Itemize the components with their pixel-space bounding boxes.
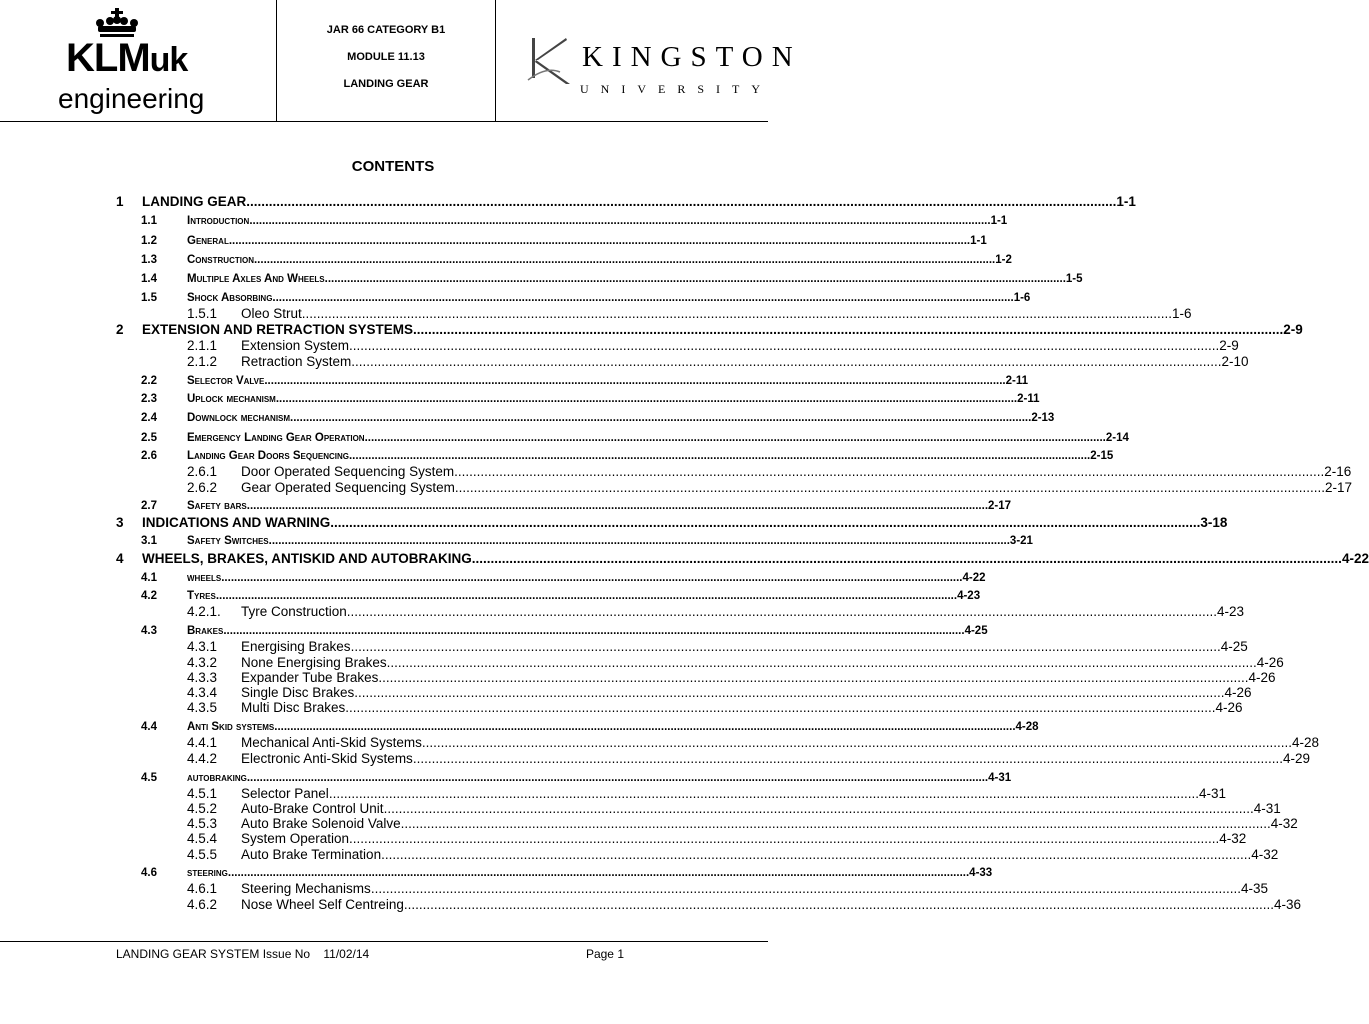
- toc-entry-number: 4.3.3: [187, 670, 218, 685]
- toc-entry: [187, 464, 1352, 480]
- toc-entry-number: 4: [116, 551, 124, 566]
- toc-entry-number: 4.5.2: [187, 801, 218, 816]
- kingston-subtitle: UNIVERSITY: [580, 82, 772, 96]
- page-header: [0, 0, 802, 122]
- toc-entry-body: [187, 770, 1012, 786]
- toc-entry-body: [187, 252, 1012, 268]
- toc-entry-body: [241, 670, 1276, 686]
- toc-entry-title: Safety Switches: [187, 535, 269, 547]
- toc-entry-page: 4-31: [1198, 786, 1227, 801]
- toc-leader-dots: [347, 604, 1217, 620]
- toc-entry-body: [187, 373, 1029, 389]
- course-line-subject: LANDING GEAR: [343, 78, 429, 90]
- toc-entry-page: 4-35: [1240, 881, 1269, 896]
- toc-entry-body: [241, 786, 1227, 802]
- toc-entry-title: Selector Panel: [241, 786, 329, 801]
- toc-entry-page: 3-21: [1009, 535, 1033, 547]
- toc-entry-page: 4-26: [1256, 655, 1284, 670]
- toc-entry-number: 4.4: [141, 721, 157, 733]
- toc-entry-page: 4-28: [1292, 735, 1320, 750]
- toc-entry-number: 4.3.5: [187, 700, 218, 715]
- toc-leader-dots: [216, 588, 957, 604]
- toc-entry-page: 2-10: [1221, 354, 1249, 369]
- toc-entry-page: 1-2: [995, 254, 1012, 266]
- toc-leader-dots: [351, 639, 1221, 655]
- toc-entry-number: 2.3: [141, 393, 157, 405]
- toc-entry: [187, 655, 1284, 671]
- toc-leader-dots: [349, 831, 1219, 847]
- toc-entry-body: [241, 735, 1320, 751]
- toc-entry-title: Auto-Brake Control Unit: [241, 801, 384, 816]
- toc-entry-number: 1.5: [141, 292, 157, 304]
- toc-entry-body: [241, 881, 1269, 897]
- toc-entry-body: [187, 498, 1012, 514]
- toc-entry-body: [187, 410, 1055, 426]
- toc-entry: [141, 570, 986, 586]
- kingston-k-icon: [526, 36, 572, 86]
- toc-entry: [187, 338, 1239, 354]
- toc-entry-number: 2.6: [141, 450, 157, 462]
- toc-entry-page: 2-9: [1219, 338, 1239, 353]
- toc-entry: [116, 321, 1303, 339]
- toc-entry-number: 4.3: [141, 625, 157, 637]
- toc-entry-number: 2.7: [141, 500, 157, 512]
- toc-leader-dots: [264, 373, 1005, 389]
- toc-entry-number: 2.4: [141, 412, 157, 424]
- kingston-logo-cell: [496, 0, 802, 121]
- toc-entry-page: 2-14: [1105, 432, 1129, 444]
- toc-entry-body: [241, 816, 1298, 832]
- toc-entry-title: Brakes: [187, 625, 224, 637]
- toc-entry: [141, 623, 988, 639]
- toc-entry-title: Shock Absorbing: [187, 292, 273, 304]
- toc-entry-title: wheels: [187, 572, 222, 584]
- toc-entry-title: Selector Valve: [187, 375, 265, 387]
- toc-entry-page: 4-26: [1215, 700, 1243, 715]
- toc-entry-title: steering: [187, 867, 228, 879]
- toc-entry-body: [241, 306, 1192, 322]
- toc-entry: [187, 639, 1248, 655]
- toc-entry-body: [241, 831, 1247, 847]
- toc-entry: [187, 480, 1353, 496]
- toc-entry-title: Tyres: [187, 590, 216, 602]
- toc-entry-page: 4-31: [988, 772, 1012, 784]
- toc-entry-number: 2.1.2: [187, 354, 218, 369]
- toc-entry-page: 4-33: [969, 867, 993, 879]
- toc-leader-dots: [246, 193, 1116, 211]
- toc-entry-page: 3-18: [1200, 515, 1228, 530]
- toc-entry-title: Mechanical Anti-Skid Systems: [241, 735, 422, 750]
- toc-entry-body: [241, 700, 1243, 716]
- toc-entry: [141, 448, 1114, 464]
- toc-entry-body: [241, 338, 1239, 354]
- toc-entry-title: Uplock mechanism: [187, 393, 276, 405]
- toc-entry-body: [241, 751, 1311, 767]
- toc-entry-number: 4.5.3: [187, 816, 218, 831]
- toc-entry: [187, 786, 1227, 802]
- toc-leader-dots: [302, 306, 1172, 322]
- toc-entry-page: 1-1: [970, 235, 987, 247]
- toc-entry-title: Anti Skid systems: [187, 721, 275, 733]
- klm-brand: KLM: [66, 36, 150, 80]
- toc-entry-title: INDICATIONS AND WARNING: [142, 515, 331, 530]
- toc-entry-page: 1-6: [1171, 306, 1192, 321]
- klm-logo-cell: [0, 0, 277, 121]
- toc-entry: [141, 410, 1055, 426]
- toc-entry-number: 4.5.1: [187, 786, 218, 801]
- toc-entry-title: Steering Mechanisms: [241, 881, 371, 896]
- toc-entry-body: [187, 213, 1008, 229]
- toc-entry-title: Nose Wheel Self Centreing: [241, 897, 404, 912]
- toc-entry-page: 1-6: [1013, 292, 1031, 304]
- toc-entry-body: [241, 354, 1249, 370]
- toc-leader-dots: [365, 430, 1106, 446]
- toc-leader-dots: [413, 751, 1283, 767]
- toc-entry-number: 1.5.1: [187, 306, 218, 321]
- toc-entry-body: [241, 897, 1302, 913]
- toc-entry-number: 2.1.1: [187, 338, 218, 353]
- toc-entry: [187, 354, 1249, 370]
- toc-entry-body: [187, 719, 1039, 735]
- toc-entry-title: Downlock mechanism: [187, 412, 291, 424]
- toc-entry: [141, 391, 1040, 407]
- toc-entry-title: autobraking: [187, 772, 247, 784]
- toc-entry-title: EXTENSION AND RETRACTION SYSTEMS: [142, 322, 414, 337]
- toc-entry: [141, 770, 1012, 786]
- toc-entry: [141, 588, 981, 604]
- toc-entry-number: 4.5.5: [187, 847, 218, 862]
- toc-entry-title: Extension System: [241, 338, 350, 353]
- toc-leader-dots: [455, 480, 1325, 496]
- toc-leader-dots: [249, 213, 990, 229]
- toc-entry-number: 4.1: [141, 572, 157, 584]
- toc-leader-dots: [223, 623, 964, 639]
- toc-entry-title: Multiple Axles And Wheels: [187, 273, 325, 285]
- toc-leader-dots: [272, 290, 1013, 306]
- toc-entry-title: Introduction: [187, 215, 250, 227]
- toc-entry-page: 2-11: [1005, 375, 1029, 387]
- toc-entry-number: 4.3.4: [187, 685, 218, 700]
- toc-entry-number: 2.6.2: [187, 480, 218, 495]
- toc-leader-dots: [221, 570, 962, 586]
- toc-entry: [141, 290, 1031, 306]
- toc-entry-title: Auto Brake Solenoid Valve: [241, 816, 401, 831]
- toc-entry-title: Construction: [187, 254, 254, 266]
- toc-entry-page: 2-13: [1031, 412, 1055, 424]
- toc-leader-dots: [381, 847, 1251, 863]
- toc-entry-body: [241, 464, 1352, 480]
- toc-entry-body: [241, 639, 1248, 655]
- toc-leader-dots: [276, 391, 1017, 407]
- toc-entry-body: [187, 533, 1033, 549]
- toc-leader-dots: [422, 735, 1292, 751]
- toc-entry-title: Single Disc Brakes: [241, 685, 355, 700]
- toc-entry-body: [187, 290, 1031, 306]
- toc-entry-number: 1.3: [141, 254, 157, 266]
- toc-entry-page: 2-17: [988, 500, 1012, 512]
- toc-entry: [187, 847, 1279, 863]
- toc-leader-dots: [454, 464, 1324, 480]
- toc-entry: [141, 498, 1012, 514]
- toc-entry-number: 1.4: [141, 273, 157, 285]
- toc-entry-page: 4-23: [957, 590, 981, 602]
- toc-entry-body: [187, 623, 988, 639]
- toc-entry-title: General: [187, 235, 229, 247]
- klm-suffix: uk: [149, 41, 188, 79]
- toc-entry-body: [187, 865, 993, 881]
- toc-leader-dots: [247, 770, 988, 786]
- toc-entry: [187, 831, 1247, 847]
- toc-entry: [187, 801, 1281, 817]
- toc-entry-page: 4-32: [1251, 847, 1279, 862]
- toc-leader-dots: [274, 719, 1015, 735]
- footer-issue: LANDING GEAR SYSTEM Issue No 11/02/14: [116, 947, 370, 961]
- toc-entry-number: 4.5: [141, 772, 157, 784]
- toc-entry-number: 2.5: [141, 432, 157, 444]
- toc-entry-body: [241, 655, 1284, 671]
- toc-leader-dots: [247, 498, 988, 514]
- toc-entry-number: 4.4.1: [187, 735, 218, 750]
- toc-entry-title: Expander Tube Brakes: [241, 670, 379, 685]
- toc-entry: [141, 373, 1029, 389]
- toc-entry: [187, 604, 1244, 620]
- toc-entry-title: System Operation: [241, 831, 350, 846]
- kingston-name: KINGSTON: [582, 41, 802, 73]
- toc-entry: [141, 865, 993, 881]
- toc-leader-dots: [269, 533, 1010, 549]
- toc-entry-page: 2-9: [1283, 322, 1303, 337]
- toc-entry-page: 4-23: [1216, 604, 1244, 619]
- toc-leader-dots: [228, 865, 969, 881]
- toc-leader-dots: [384, 801, 1254, 817]
- toc-entry-number: 1.1: [141, 215, 157, 227]
- toc-entry-number: 1.2: [141, 235, 157, 247]
- toc-entry: [187, 670, 1276, 686]
- toc-entry: [141, 533, 1033, 549]
- toc-leader-dots: [349, 448, 1090, 464]
- toc-entry-body: [187, 271, 1083, 287]
- toc-leader-dots: [401, 816, 1271, 832]
- toc-entry-number: 3: [116, 515, 124, 530]
- klm-subtitle: engineering: [58, 83, 205, 114]
- toc-entry: [141, 430, 1129, 446]
- toc-entry-page: 1-5: [1065, 273, 1083, 285]
- toc-entry-title: Multi Disc Brakes: [241, 700, 346, 715]
- toc-entry-page: 4-25: [964, 625, 988, 637]
- toc-entry-body: [241, 685, 1252, 701]
- toc-leader-dots: [329, 786, 1199, 802]
- toc-leader-dots: [404, 897, 1274, 913]
- toc-entry-page: 2-16: [1324, 464, 1352, 479]
- toc-entry-title: Door Operated Sequencing System: [241, 464, 455, 479]
- contents-title: CONTENTS: [351, 158, 435, 175]
- toc-entry-number: 2.6.1: [187, 464, 218, 479]
- toc-leader-dots: [330, 514, 1200, 532]
- toc-entry-number: 2: [116, 322, 124, 337]
- toc-entry: [116, 550, 1369, 568]
- toc-entry: [187, 306, 1192, 322]
- toc-entry: [187, 685, 1252, 701]
- toc-entry: [187, 897, 1302, 913]
- toc-entry: [187, 735, 1320, 751]
- toc-entry: [141, 719, 1039, 735]
- toc-entry-body: [142, 514, 1228, 532]
- toc-entry-number: 4.2.1.: [187, 604, 221, 619]
- toc-entry-page: 1-1: [990, 215, 1008, 227]
- toc-leader-dots: [351, 354, 1221, 370]
- toc-entry-page: 4-26: [1224, 685, 1252, 700]
- toc-entry-page: 4-28: [1015, 721, 1039, 733]
- toc-entry-title: Retraction System: [241, 354, 352, 369]
- footer-page-number: Page 1: [585, 947, 624, 961]
- toc-entry-title: None Energising Brakes: [241, 655, 387, 670]
- toc-leader-dots: [413, 321, 1283, 339]
- toc-entry-page: 4-26: [1248, 670, 1276, 685]
- toc-entry-title: LANDING GEAR: [142, 194, 247, 209]
- toc-entry-title: Tyre Construction: [241, 604, 347, 619]
- toc-entry: [187, 881, 1269, 897]
- toc-entry-body: [241, 604, 1244, 620]
- toc-entry-title: WHEELS, BRAKES, ANTISKID AND AUTOBRAKING: [142, 551, 472, 566]
- course-line-module: MODULE 11.13: [347, 51, 425, 63]
- toc-entry-body: [187, 448, 1114, 464]
- toc-entry-title: Safety bars: [187, 500, 247, 512]
- toc-entry-body: [142, 321, 1303, 339]
- toc-entry-number: 4.3.2: [187, 655, 218, 670]
- toc-entry-number: 4.4.2: [187, 751, 218, 766]
- toc-entry-body: [241, 480, 1353, 496]
- toc-entry: [141, 271, 1083, 287]
- toc-entry-number: 4.5.4: [187, 831, 218, 846]
- toc-leader-dots: [378, 670, 1248, 686]
- toc-entry-title: Energising Brakes: [241, 639, 351, 654]
- toc-entry-page: 2-17: [1325, 480, 1353, 495]
- toc-entry-number: 4.3.1: [187, 639, 218, 654]
- toc-entry-body: [187, 430, 1129, 446]
- toc-leader-dots: [345, 700, 1215, 716]
- toc-entry-page: 1-1: [1116, 194, 1136, 209]
- toc-entry-title: Emergency Landing Gear Operation: [187, 432, 365, 444]
- toc-entry-page: 4-22: [962, 572, 986, 584]
- toc-entry-body: [187, 391, 1040, 407]
- toc-entry: [116, 514, 1228, 532]
- toc-entry: [116, 193, 1136, 211]
- toc-leader-dots: [354, 685, 1224, 701]
- toc-entry: [141, 213, 1008, 229]
- toc-entry-number: 4.6.2: [187, 897, 218, 912]
- toc-entry: [187, 751, 1311, 767]
- toc-entry-title: Gear Operated Sequencing System: [241, 480, 455, 495]
- toc-entry-number: 4.6.1: [187, 881, 218, 896]
- toc-leader-dots: [387, 655, 1257, 671]
- toc-leader-dots: [349, 338, 1219, 354]
- toc-entry-body: [241, 801, 1281, 817]
- toc-entry-title: Auto Brake Termination: [241, 847, 382, 862]
- toc-leader-dots: [325, 271, 1066, 287]
- klm-logo: [66, 34, 187, 84]
- toc-entry-page: 2-11: [1017, 393, 1040, 405]
- toc-entry-page: 4-36: [1274, 897, 1302, 912]
- toc-entry-body: [187, 570, 986, 586]
- toc-entry-page: 4-32: [1270, 816, 1298, 831]
- toc-entry: [141, 233, 987, 249]
- toc-entry-number: 1: [116, 194, 124, 209]
- toc-leader-dots: [290, 410, 1031, 426]
- toc-entry-number: 4.6: [141, 867, 157, 879]
- toc-entry-number: 4.2: [141, 590, 157, 602]
- toc-entry: [187, 700, 1243, 716]
- toc-entry-title: Electronic Anti-Skid Systems: [241, 751, 413, 766]
- toc-entry-body: [241, 847, 1279, 863]
- course-line-category: JAR 66 CATEGORY B1: [326, 24, 446, 36]
- toc-entry-number: 2.2: [141, 375, 157, 387]
- toc-entry-page: 4-25: [1220, 639, 1248, 654]
- toc-entry-body: [187, 588, 981, 604]
- toc-entry-body: [187, 233, 987, 249]
- toc-entry: [141, 252, 1012, 268]
- toc-entry-page: 4-29: [1282, 751, 1311, 766]
- toc-leader-dots: [254, 252, 995, 268]
- toc-leader-dots: [472, 550, 1342, 568]
- toc-leader-dots: [229, 233, 970, 249]
- toc-entry-number: 3.1: [141, 535, 157, 547]
- toc-entry-title: Oleo Strut: [241, 306, 302, 321]
- toc-entry-page: 2-15: [1090, 450, 1114, 462]
- toc-entry: [187, 816, 1298, 832]
- toc-entry-page: 4-32: [1219, 831, 1247, 846]
- toc-leader-dots: [371, 881, 1241, 897]
- toc-entry-body: [142, 193, 1136, 211]
- toc-entry-title: Landing Gear Doors Sequencing: [187, 450, 349, 462]
- course-info-cell: [277, 0, 496, 121]
- footer-divider: [0, 941, 768, 942]
- toc-entry-page: 4-31: [1253, 801, 1281, 816]
- toc-entry-body: [142, 550, 1369, 568]
- toc-entry-page: 4-22: [1341, 551, 1369, 566]
